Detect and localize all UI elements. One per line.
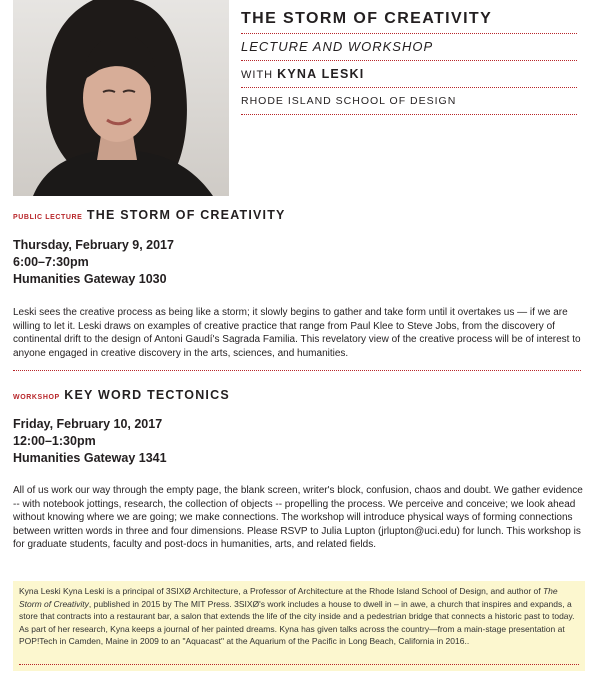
lecture-heading: [13, 206, 286, 224]
event-title: THE STORM OF CREATIVITY: [241, 8, 577, 34]
lecture-place: Humanities Gateway 1030: [13, 272, 167, 286]
lecture-divider: [13, 370, 581, 371]
workshop-place: Humanities Gateway 1341: [13, 451, 167, 465]
lecture-details: [13, 237, 174, 288]
bio-divider: [19, 664, 579, 665]
with-label: WITH: [241, 69, 274, 81]
bio-text-1: Kyna Leski Kyna Leski is a principal of 3SIXØ Architecture, a Professor of Architecture at the Rhode Island School of Design, and author of: [19, 586, 543, 596]
workshop-title: KEY WORD TECTONICS: [64, 388, 230, 402]
workshop-kicker: WORKSHOP: [13, 394, 60, 401]
workshop-heading: [13, 386, 230, 404]
speaker-bio: [13, 581, 585, 671]
workshop-details: [13, 416, 167, 467]
bio-book-title: The Storm of Creativity: [19, 586, 558, 609]
lecture-title: THE STORM OF CREATIVITY: [86, 208, 286, 222]
lecture-description: Leski sees the creative process as being like a storm; it slowly begins to gather and take form until it overtakes us — if we are willing to let it. Leski draws on examples of creative practice that range from Paul Klee to Steve Jobs, from the discovery of continental drift to the design of Antoni Gaudí's Sagrada Familia. This revelatory view of the creative process will be of interest to anyone engaged in creative discovery in the arts, sciences, and humanities.: [13, 307, 581, 359]
lecture-kicker: PUBLIC LECTURE: [13, 214, 83, 221]
school-name: RHODE ISLAND SCHOOL OF DESIGN: [241, 88, 577, 115]
portrait-photo: [13, 0, 229, 196]
event-subtitle: LECTURE AND WORKSHOP: [241, 34, 577, 61]
workshop-date: Friday, February 10, 2017: [13, 417, 163, 431]
lecture-date: Thursday, February 9, 2017: [13, 238, 174, 252]
lecture-time: 6:00–7:30pm: [13, 255, 89, 269]
workshop-description: All of us work our way through the empty page, the blank screen, writer's block, confusion, chaos and doubt. We gather evidence -- with notebook jottings, research, the collection of objects -- propelling the process. We perceive and conceive; we look ahead without knowing where we are going; we make connections. The workshop will introduce physical ways of forming connections between written words in three and four dimensions. Please RSVP to Julia Lupton (jrlupton@uci.edu) for lunch. This workshop is for graduate students, faculty and post-docs in humanities, arts, and related fields.: [13, 485, 583, 550]
presenter-name: KYNA LESKI: [277, 67, 365, 81]
presenter-line: [241, 61, 577, 88]
bio-text-2: , published in 2015 by The MIT Press. 3SIXØ's work includes a house to dwell in – in awe, a church that inspires and expands, a store that contracts into a restaurant bar, a salon that extends the life of the city inside and a pedestrian bridge that connects a historic past to today. As part of her research, Kyna keeps a journal of her painted dreams. Kyna has given talks across the country—from a main-stage presentation at POP!Tech in Camden, Maine in 2009 to an "Aquacast" at the Aquarium of the Pacific in Long Beach, California in 2016..: [19, 598, 575, 647]
event-header: [241, 8, 577, 115]
workshop-time: 12:00–1:30pm: [13, 434, 96, 448]
